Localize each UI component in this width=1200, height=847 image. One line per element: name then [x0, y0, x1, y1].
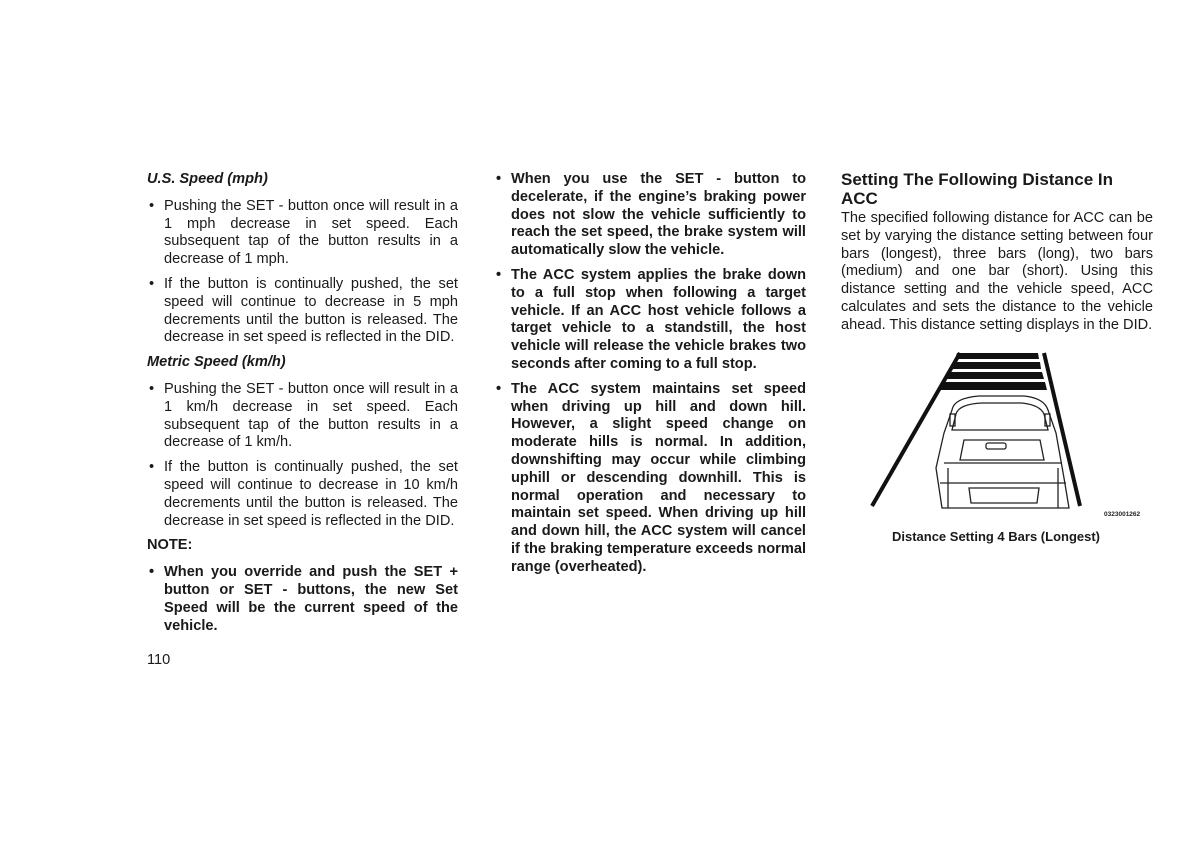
- us-speed-list: [147, 198, 458, 347]
- distance-setting-illustration: [864, 348, 1152, 522]
- middle-column: [494, 171, 806, 584]
- acc-behavior-list: [494, 171, 806, 577]
- us-speed-bullet-1: • Pushing the SET - button once will result in a 1 mph decrease in set speed. Each subsequent tap of the button results in a decrease of 1 mph.: [147, 198, 458, 269]
- acc-bullet-2: • The ACC system applies the brake down to a full stop when following a target vehicle. If an ACC host vehicle follows a target vehicle to a standstill, the host vehicle will release the vehicle brakes two seconds after coming to a full stop.: [494, 267, 806, 374]
- left-column: [147, 171, 458, 642]
- section-title: Setting The Following Distance In ACC: [841, 170, 1114, 208]
- page-number: 110: [147, 652, 171, 668]
- us-speed-bullet-2: • If the button is continually pushed, the set speed will continue to decrease in 5 mph decrements until the button is released. The decrease in set speed is reflected in the DID.: [147, 276, 458, 347]
- distance-bar-2: [950, 362, 1041, 369]
- vehicle-icon: [936, 396, 1069, 508]
- acc-bullet-3: • The ACC system maintains set speed when driving up hill and down hill. However, a slight speed change on moderate hills is normal. In addition, downshifting may occur while climbing uphill or descending downhill. This is normal operation and necessary to maintain set speed. When driving up hill and down hill, the ACC system will cancel if the braking temperature exceeds normal range (overheated).: [494, 381, 806, 577]
- acc-bullet-1: • When you use the SET - button to decelerate, if the engine’s braking power does not slow the vehicle sufficiently to reach the set speed, the brake system will automatically slow the vehicle.: [494, 171, 806, 260]
- distance-bar-3: [945, 372, 1044, 379]
- distance-bar-1: [955, 353, 1039, 359]
- note-bullet-1: • When you override and push the SET + button or SET - buttons, the new Set Speed will be the current speed of the vehicle.: [147, 564, 458, 635]
- right-column: [841, 171, 1153, 335]
- us-speed-heading: U.S. Speed (mph): [147, 171, 268, 187]
- distance-setting-paragraph: The specified following distance for ACC can be set by varying the distance setting between four bars (longest), three bars (long), two bars (medium) and one bar (short). Using this distance setting and the vehicle speed, ACC calculates and sets the distance to the vehicle ahead. This distance setting displays in the DID.: [841, 210, 1153, 333]
- distance-bar-4: [940, 382, 1047, 390]
- note-label: NOTE:: [147, 537, 193, 554]
- image-code: 0323001262: [1104, 511, 1141, 518]
- metric-speed-list: [147, 381, 458, 530]
- metric-speed-heading: Metric Speed (km/h): [147, 354, 286, 371]
- metric-speed-bullet-2: • If the button is continually pushed, the set speed will continue to decrease in 10 km/h decrements until the button is released. The decrease in set speed is reflected in the DID.: [147, 459, 458, 530]
- note-list: [147, 564, 458, 635]
- figure-caption: Distance Setting 4 Bars (Longest): [891, 529, 1101, 544]
- metric-speed-bullet-1: • Pushing the SET - button once will result in a 1 km/h decrease in set speed. Each subsequent tap of the button results in a decrease of 1 km/h.: [147, 381, 458, 452]
